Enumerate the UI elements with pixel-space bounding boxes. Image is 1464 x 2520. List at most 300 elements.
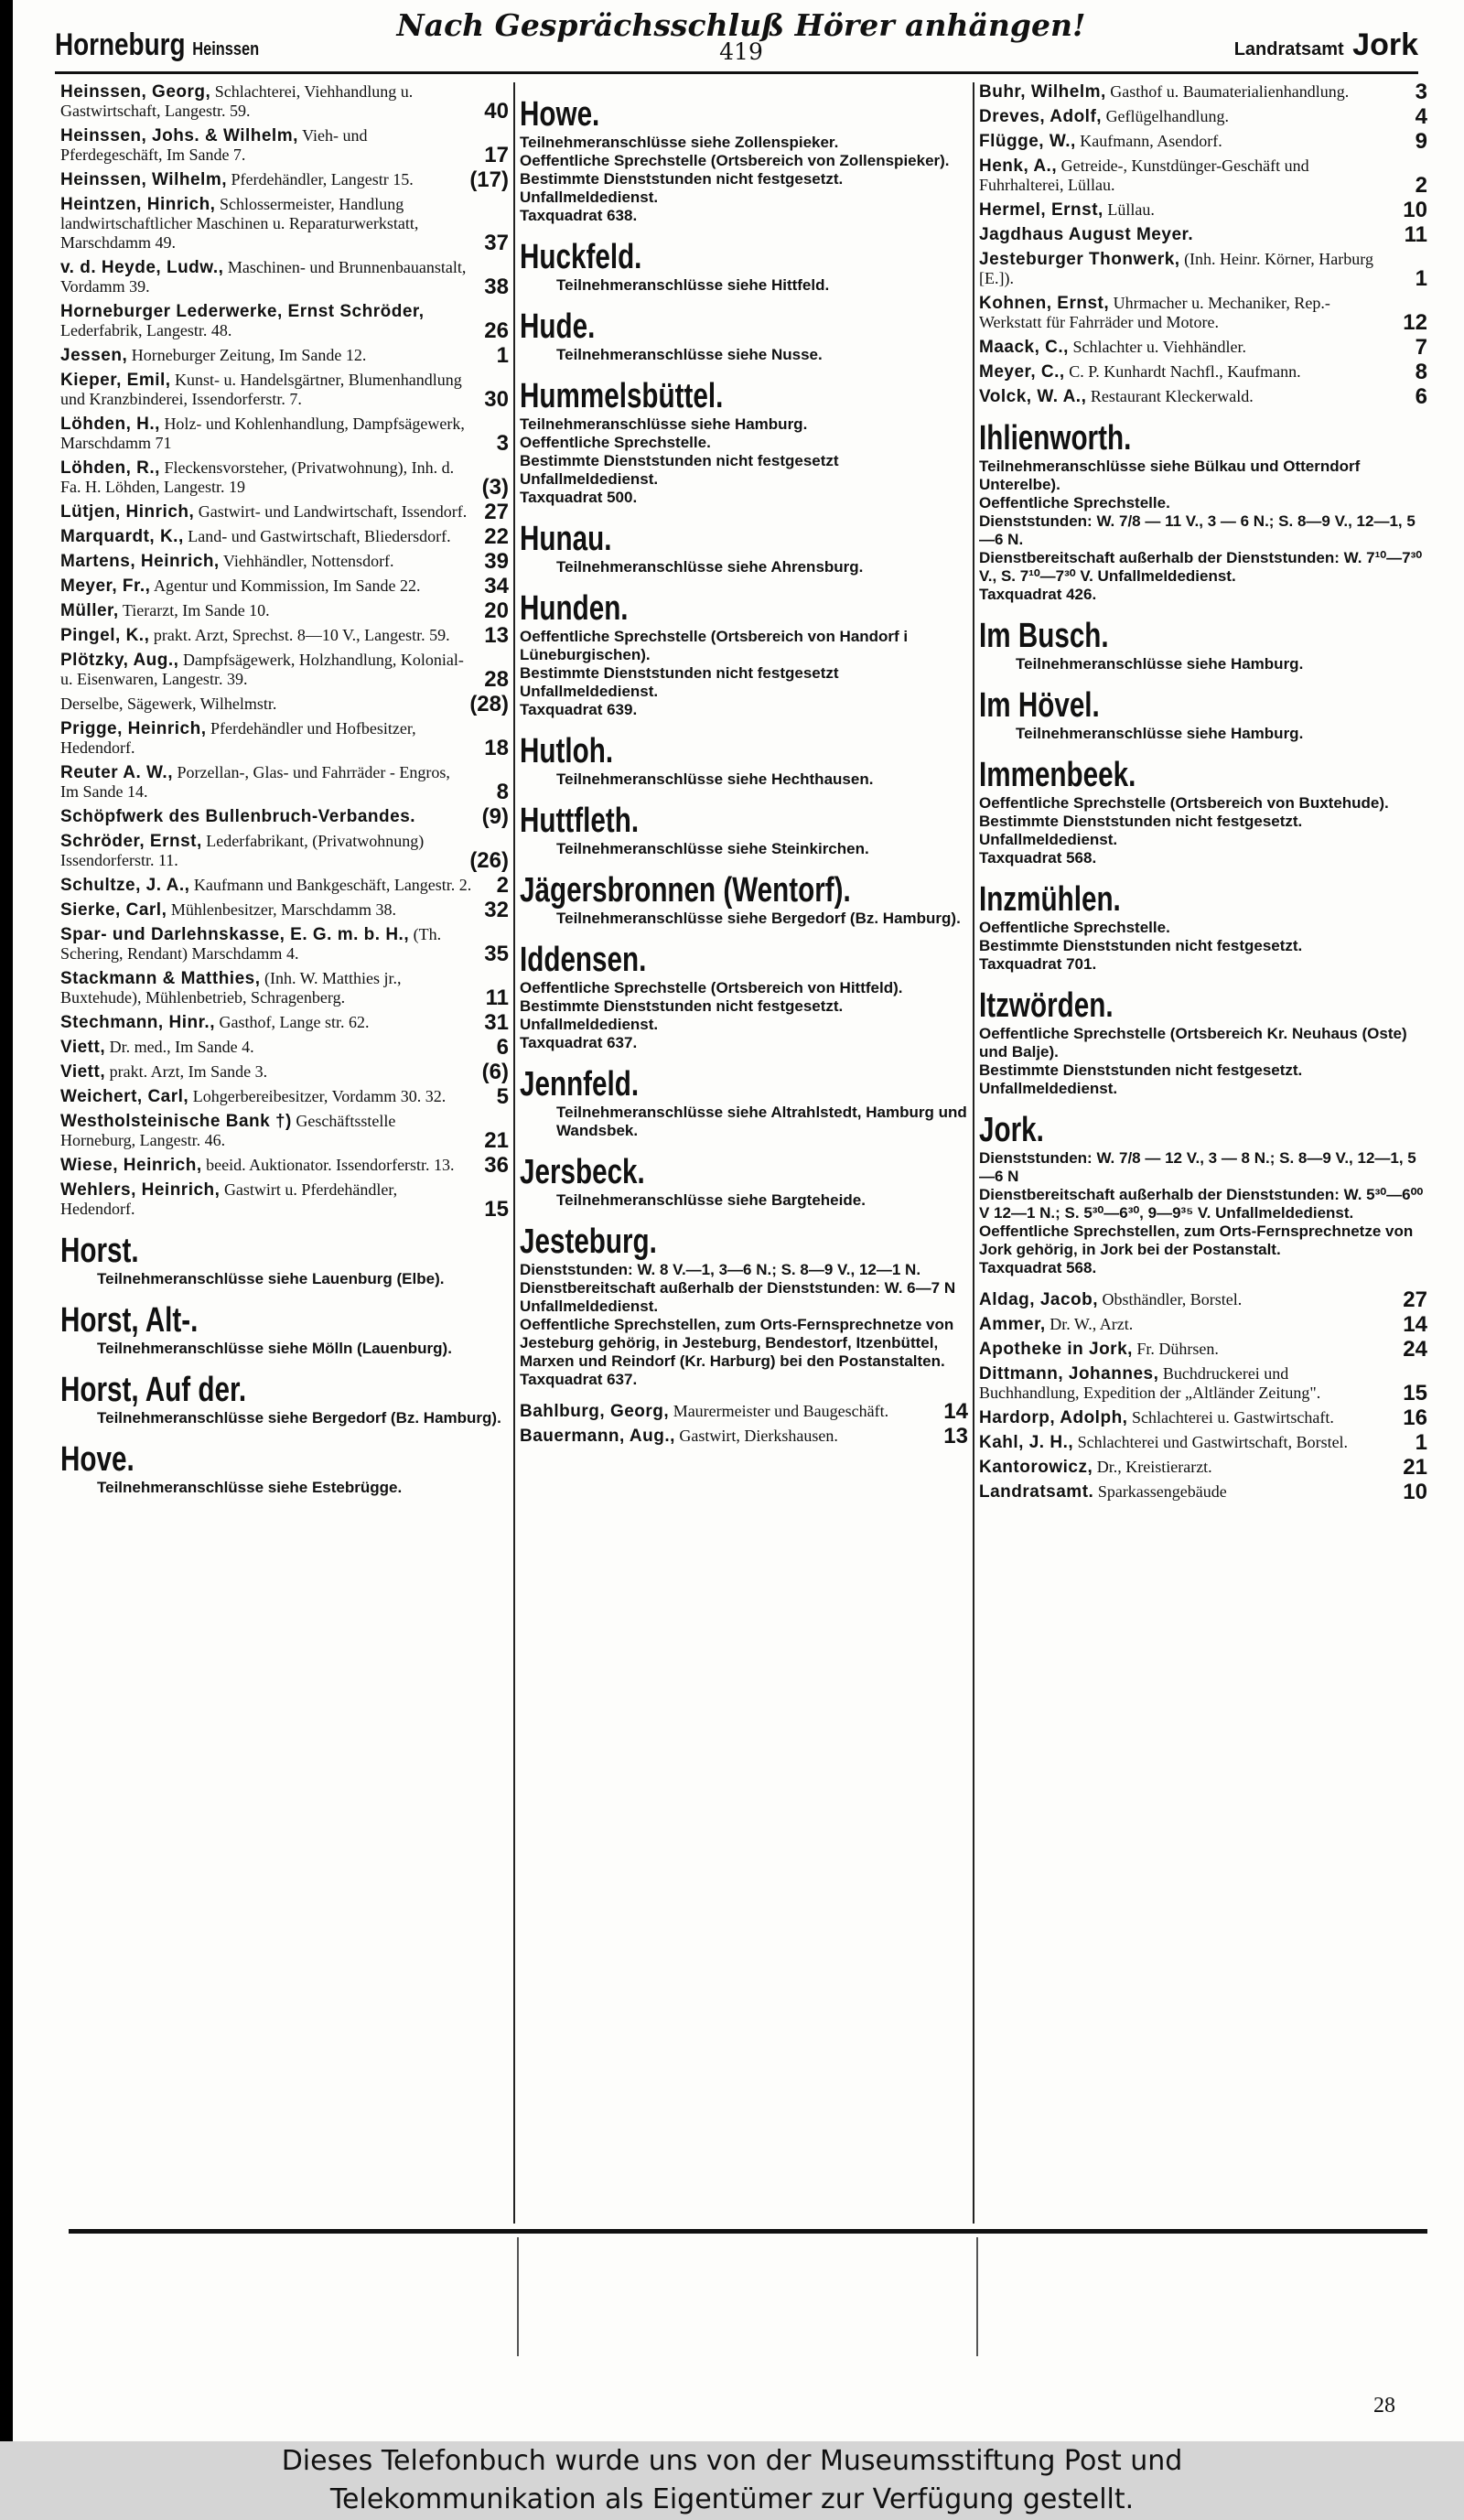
listing-phone-number: 13 [943,1424,968,1448]
listing-phone-number: 39 [484,549,509,574]
header-right [1234,27,1418,63]
listing-name: Plötzky, Aug., [60,651,179,670]
scan-border [0,0,13,2441]
place-section [60,1232,509,1288]
place-info-line: Oeffentliche Sprechstelle (Ortsbereich von Hittfeld). [520,979,903,996]
listing-name: Ammer, [979,1315,1046,1334]
listing-entry [60,82,509,124]
listing-entry [60,969,509,1010]
listing-description: Lederfabrikant, (Privatwohnung) Issendorferstr. 11. [60,832,425,869]
listing-phone-number: 6 [496,1035,509,1060]
listing-name: Löhden, H., [60,415,160,434]
listing-name: Schöpfwerk des Bullenbruch-Verbandes. [60,807,416,826]
listing-description: Dampfsägewerk, Holzhandlung, Kolonial- u. Eisenwaren, Langestr. 39. [60,651,464,688]
listing-name: Stechmann, Hinr., [60,1013,215,1032]
listing-entry [60,804,509,829]
listing-name: Horneburger Lederwerke, Ernst Schröder, [60,302,425,321]
listing-description: Restaurant Kleckerwald. [1090,387,1254,405]
place-reference: Teilnehmeranschlüsse siehe Altrahlstedt, Hamburg und Wandsbek. [556,1104,967,1139]
place-info-line: Unfallmeldedienst. [520,470,659,488]
listing-phone-number: 18 [484,736,509,760]
place-title: Itzwörden. [979,986,1114,1025]
listing-entry [60,371,509,412]
listing-description: Mühlenbesitzer, Marschdamm 38. [170,900,397,919]
listing-description: Getreide-, Kunstdünger-Geschäft und Fuhrhalterei, Lüllau. [979,156,1309,194]
place-info-line: Unfallmeldedienst. [520,1016,659,1033]
listing-entry [979,156,1427,198]
listing-description: Fr. Dührsen. [1136,1340,1219,1358]
listing-description: (Inh. W. Matthies jr., Buxtehude), Mühlenbetrieb, Schragenberg. [60,969,402,1007]
place-title: Hunau. [520,520,612,558]
listing-phone-number: 3 [1415,82,1427,104]
listing-phone-number: (3) [481,475,509,500]
listing-description: Schlossermeister, Handlung landwirtschaftlicher Maschinen u. Reparaturwerkstatt, Marschdamm 49. [60,195,419,252]
listing-name: Müller, [60,601,119,620]
listing-entry [979,222,1427,247]
column-divider [973,82,974,2224]
place-info-line: Dienstbereitschaft außerhalb der Dienststunden: W. 5³⁰—6⁰⁰ V 12—1 N.; S. 5³⁰—6³⁰, 9—9³⁵ V. Unfallmeldedienst. [979,1186,1424,1222]
listing-entry [979,129,1427,154]
place-reference: Teilnehmeranschlüsse siehe Lauenburg (Elbe). [97,1270,445,1287]
column-1 [60,82,509,2224]
listing-name: Dittmann, Johannes, [979,1364,1159,1384]
listing-entry [60,302,509,343]
listing-phone-number: 22 [484,524,509,549]
listing-description: Geflügelhandlung. [1105,107,1230,125]
header-right-main: Jork [1352,27,1418,62]
listing-phone-number: 35 [484,942,509,966]
listing-description: Fleckensvorsteher, (Privatwohnung), Inh. d. Fa. H. Löhden, Langestr. 19 [60,458,455,496]
listing-description: Pferdehändler, Langestr 15. [231,170,414,188]
listing-phone-number: 9 [1415,129,1427,154]
listing-description: Maurermeister und Baugeschäft. [673,1402,889,1420]
listing-phone-number: 26 [484,318,509,343]
place-section [520,732,968,789]
place-info-line: Bestimmte Dienststunden nicht festgesetzt. [979,813,1303,830]
place-info-line: Teilnehmeranschlüsse siehe Bülkau und Otterndorf Unterelbe). [979,458,1361,493]
place-info-line: Taxquadrat 568. [979,849,1097,867]
listing-entry [979,335,1427,360]
place-info-line: Taxquadrat 638. [520,207,638,224]
listing-phone-number: 21 [484,1128,509,1153]
listing-name: Löhden, R., [60,458,160,478]
listing-entry [60,195,509,253]
listing-phone-number: (9) [481,804,509,829]
listing-phone-number: 27 [1403,1287,1427,1312]
listing-entry [60,126,509,165]
place-info-line: Bestimmte Dienststunden nicht festgesetzt. [979,937,1303,954]
listing-name: Buhr, Wilhelm, [979,82,1106,102]
place-info-line: Unfallmeldedienst. [979,831,1118,848]
listing-entry [520,1424,968,1448]
listing-description: Maschinen- und Brunnenbauanstalt, Vordamm 39. [60,258,467,296]
listing-entry [979,384,1427,409]
listing-phone-number: 10 [1403,198,1427,222]
listing-entry [979,1337,1427,1362]
place-section [520,941,968,1052]
listing-description: Dr., Kreistierarzt. [1096,1458,1212,1476]
place-info-line: Dienstbereitschaft außerhalb der Dienststunden: W. 6—7 N Unfallmeldedienst. [520,1279,956,1315]
bottom-divider [976,2237,978,2356]
listing-entry [60,524,509,549]
listing-description: C. P. Kunhardt Nachfl., Kaufmann. [1069,362,1301,381]
listing-phone-number: 14 [1403,1312,1427,1337]
listing-description: Obsthändler, Borstel. [1102,1290,1243,1308]
listing-phone-number: 8 [496,780,509,804]
listing-description: Dr. W., Arzt. [1050,1315,1134,1333]
place-section [979,756,1427,867]
listing-name: Landratsamt. [979,1482,1094,1502]
listing-entry [979,200,1427,220]
place-reference: Teilnehmeranschlüsse siehe Bargteheide. [556,1191,866,1209]
listing-name: Hermel, Ernst, [979,200,1103,220]
listing-entry [60,832,509,873]
place-info-line: Oeffentliche Sprechstelle (Ortsbereich von Handorf i Lüneburgischen). [520,628,909,663]
bottom-divider [517,2237,519,2356]
listing-name: Jagdhaus August Meyer. [979,225,1194,244]
place-info-line: Oeffentliche Sprechstelle (Ortsbereich Kr. Neuhaus (Oste) und Balje). [979,1025,1407,1061]
place-section [60,1301,509,1358]
listing-entry [60,623,509,648]
place-title: Jesteburg. [520,1222,657,1261]
listing-name: Kohnen, Ernst, [979,294,1110,313]
listing-name: Kahl, J. H., [979,1433,1074,1452]
listing-description: Agentur und Kommission, Im Sande 22. [153,576,421,595]
listing-phone-number: 28 [484,667,509,692]
listing-name: Spar- und Darlehnskasse, E. G. m. b. H., [60,925,410,944]
listing-phone-number: 20 [484,598,509,623]
place-info-line: Oeffentliche Sprechstelle. [979,919,1170,936]
place-reference: Teilnehmeranschlüsse siehe Ahrensburg. [556,558,864,576]
listing-entry [979,362,1427,382]
listing-phone-number: (17) [469,167,509,192]
listing-phone-number: (26) [469,848,509,873]
place-reference: Teilnehmeranschlüsse siehe Mölln (Lauenburg). [97,1340,452,1357]
listing-name: Flügge, W., [979,132,1076,151]
place-section [520,1222,968,1389]
listing-description: Lohgerbereibesitzer, Vordamm 30. 32. [192,1087,447,1105]
place-info-line: Taxquadrat 500. [520,489,638,506]
listing-description: Lederfabrik, Langestr. 48. [60,321,232,339]
place-info-line: Bestimmte Dienststunden nicht festgesetzt [520,452,839,469]
place-info-line: Bestimmte Dienststunden nicht festgesetzt. [520,170,844,188]
place-title: Jägersbronnen (Wentorf). [520,871,851,910]
place-title: Horst, Alt-. [60,1301,199,1340]
listing-description: Kaufmann und Bankgeschäft, Langestr. 2. [193,876,472,894]
place-title: Inzmühlen. [979,880,1121,919]
place-reference: Teilnehmeranschlüsse siehe Hamburg. [1016,655,1304,673]
listing-entry [60,576,509,596]
listing-entry [979,1430,1427,1455]
listing-phone-number: 7 [1415,335,1427,360]
listing-description: prakt. Arzt, Sprechst. 8—10 V., Langestr. 59. [153,626,450,644]
place-section [520,589,968,719]
place-info-line: Bestimmte Dienststunden nicht festgesetzt. [979,1061,1303,1079]
place-title: Hutloh. [520,732,614,770]
listing-name: Heintzen, Hinrich, [60,195,216,214]
place-title: Iddensen. [520,941,647,979]
listing-name: Lütjen, Hinrich, [60,502,195,522]
listing-entry [979,250,1427,291]
place-info-line: Dienstbereitschaft außerhalb der Dienststunden: W. 7¹⁰—7³⁰ V., S. 7¹⁰—7³⁰ V. Unfallmeldedienst. [979,549,1423,585]
place-info-line: Oeffentliche Sprechstelle. [520,434,711,451]
listing-phone-number: 1 [496,343,509,368]
place-reference: Teilnehmeranschlüsse siehe Hamburg. [1016,725,1304,742]
place-info-line: Dienststunden: W. 7/8 — 12 V., 3 — 8 N.; S. 8—9 V., 12—1, 5—6 N [979,1149,1416,1185]
place-section [979,1111,1427,1277]
listing-name: Meyer, Fr., [60,576,151,596]
listing-entry [60,1062,509,1082]
listing-phone-number: 36 [484,1153,509,1178]
place-reference: Teilnehmeranschlüsse siehe Hittfeld. [556,276,830,294]
listing-description: Land- und Gastwirtschaft, Bliedersdorf. [188,527,451,545]
listing-name: Hardorp, Adolph, [979,1408,1128,1427]
header-left [55,27,259,63]
listing-description: Schlachterei, Viehhandlung u. Gastwirtschaft, Langestr. 59. [60,82,414,120]
place-info-line: Oeffentliche Sprechstelle (Ortsbereich von Zollenspieker). [520,152,950,169]
place-info-line: Oeffentliche Sprechstelle (Ortsbereich von Buxtehude). [979,794,1389,812]
listing-name: Bahlburg, Georg, [520,1402,670,1421]
listing-description: beeid. Auktionator. Issendorferstr. 13. [206,1156,455,1174]
listing-entry [979,1287,1427,1312]
listing-entry [979,104,1427,129]
listing-phone-number: 31 [484,1010,509,1035]
listing-description: Tierarzt, Im Sande 10. [122,601,270,619]
listing-phone-number: (28) [469,692,509,716]
listing-name: Weichert, Carl, [60,1087,189,1106]
listing-phone-number: 40 [484,99,509,124]
listing-phone-number: 6 [1415,384,1427,409]
listing-entry [60,1180,509,1222]
listing-entry [979,1455,1427,1480]
place-section [520,520,968,576]
listing-description: Gastwirt u. Pferdehändler, Hedendorf. [60,1180,398,1218]
place-info-line: Bestimmte Dienststunden nicht festgesetzt. [520,997,844,1015]
listing-name: Wiese, Heinrich, [60,1156,202,1175]
listing-phone-number: 34 [484,574,509,598]
listing-description: Schlachter u. Viehhändler. [1072,338,1246,356]
place-title: Horst. [60,1232,139,1270]
place-reference: Teilnehmeranschlüsse siehe Bergedorf (Bz. Hamburg). [97,1409,501,1427]
listing-name: v. d. Heyde, Ludw., [60,258,224,277]
listing-phone-number: 32 [484,898,509,922]
listing-name: Jesteburger Thonwerk, [979,250,1180,269]
header-left-sub: Heinssen [192,39,260,59]
place-section [520,95,968,225]
listing-entry [60,719,509,758]
listing-entry [60,258,509,299]
place-info-line: Taxquadrat 637. [520,1371,638,1388]
listing-entry [520,1399,968,1424]
listing-name: Heinssen, Georg, [60,82,211,102]
listing-entry [60,598,509,623]
listing-phone-number: 3 [496,431,509,456]
place-reference: Teilnehmeranschlüsse siehe Estebrügge. [97,1479,403,1496]
listing-description: Pferdehändler und Hofbesitzer, Hedendorf. [60,719,416,757]
place-info-line: Unfallmeldedienst. [520,188,659,206]
listing-phone-number: 15 [484,1197,509,1222]
listing-phone-number: 17 [484,143,509,167]
listing-phone-number: 5 [496,1084,509,1109]
listing-name: Kieper, Emil, [60,371,171,390]
place-section [520,377,968,507]
place-section [520,238,968,295]
place-info-line: Teilnehmeranschlüsse siehe Hamburg. [520,415,808,433]
place-info-line: Taxquadrat 637. [520,1034,638,1051]
listing-phone-number: 37 [484,231,509,255]
place-section [979,419,1427,604]
listing-description: Kaufmann, Asendorf. [1080,132,1222,150]
place-title: Jennfeld. [520,1065,640,1104]
listing-phone-number: 16 [1403,1405,1427,1430]
place-title: Jersbeck. [520,1153,645,1191]
place-title: Horst, Auf der. [60,1371,247,1409]
place-info-line: Dienststunden: W. 7/8 — 11 V., 3 — 6 N.; S. 8—9 V., 12—1, 5—6 N. [979,512,1416,548]
page-header [55,7,1418,71]
listing-entry [60,1010,509,1035]
listing-phone-number: 13 [484,623,509,648]
place-reference: Teilnehmeranschlüsse siehe Hechthausen. [556,770,874,788]
listing-entry [60,458,509,500]
place-info-line: Oeffentliche Sprechstellen, zum Orts-Fernsprechnetze von Jork gehörig, in Jork bei der Postanstalt. [979,1222,1414,1258]
listing-name: Westholsteinische Bank †) [60,1112,292,1131]
listing-description: Buchdruckerei und Buchhandlung, Expedition der „Altländer Zeitung". [979,1364,1321,1402]
place-section [520,802,968,858]
listing-phone-number: 2 [1415,173,1427,198]
listing-entry [60,415,509,456]
listing-phone-number: 30 [484,387,509,412]
listing-phone-number: 1 [1415,266,1427,291]
listing-entry [60,1153,509,1178]
place-section [520,1065,968,1140]
listing-name: Schultze, J. A., [60,876,190,895]
place-section [520,307,968,364]
place-title: Immenbeek. [979,756,1136,794]
listing-description: Holz- und Kohlenhandlung, Dampfsägewerk, Marschdamm 71 [60,415,465,452]
place-reference: Teilnehmeranschlüsse siehe Steinkirchen. [556,840,869,857]
listing-entry [979,1312,1427,1337]
listing-phone-number: 21 [1403,1455,1427,1480]
listing-description: Dr. med., Im Sande 4. [109,1038,254,1056]
place-info-line: Teilnehmeranschlüsse siehe Zollenspieker. [520,134,839,151]
listing-entry [60,1084,509,1109]
place-title: Im Hövel. [979,686,1100,725]
place-reference: Teilnehmeranschlüsse siehe Bergedorf (Bz. Hamburg). [556,910,961,927]
listing-name: Heinssen, Wilhelm, [60,170,227,189]
listing-description: (Th. Schering, Rendant) Marschdamm 4. [60,925,442,963]
place-section [60,1371,509,1427]
header-left-main: Horneburg [55,27,186,62]
listing-phone-number: 8 [1415,360,1427,384]
listing-description: prakt. Arzt, Im Sande 3. [109,1062,268,1081]
place-info-line: Unfallmeldedienst. [979,1080,1118,1097]
listing-phone-number: 11 [485,985,509,1010]
listing-name: Jessen, [60,346,128,365]
listing-entry [60,651,509,692]
place-title: Hude. [520,307,596,346]
listing-entry [979,1405,1427,1430]
place-info-line: Taxquadrat 426. [979,586,1097,603]
listing-entry [60,167,509,192]
place-reference: Teilnehmeranschlüsse siehe Nusse. [556,346,823,363]
listing-description: Derselbe, Sägewerk, Wilhelmstr. [60,695,277,713]
listing-description: Viehhändler, Nottensdorf. [222,552,394,570]
place-info-line: Taxquadrat 701. [979,955,1097,973]
place-info-line: Bestimmte Dienststunden nicht festgesetzt [520,664,839,682]
column-divider [513,82,515,2224]
listing-entry [60,343,509,368]
place-title: Hunden. [520,589,629,628]
listing-description: Porzellan-, Glas- und Fahrräder - Engros, Im Sande 14. [60,763,450,801]
listing-name: Apotheke in Jork, [979,1340,1133,1359]
listing-phone-number: 38 [484,275,509,299]
listing-description: Gastwirt- und Landwirtschaft, Issendorf. [198,502,468,521]
header-rule [55,71,1418,74]
listing-name: Volck, W. A., [979,387,1087,406]
place-info-line: Taxquadrat 639. [520,701,638,718]
listing-entry [60,873,509,898]
listing-entry [979,82,1427,102]
listing-name: Marquardt, K., [60,527,184,546]
listing-entry [60,763,509,802]
listing-description: Lüllau. [1107,200,1155,219]
listing-name: Pingel, K., [60,626,150,645]
place-title: Hummelsbüttel. [520,377,724,415]
listing-entry [60,502,509,522]
archive-notice-line-2: Telekommunikation als Eigentümer zur Verfügung gestellt. [329,2483,1135,2515]
listing-description: Kunst- u. Handelsgärtner, Blumenhandlung und Kranzbinderei, Issendorferstr. 7. [60,371,462,408]
listing-name: Sierke, Carl, [60,900,167,920]
listing-name: Kantorowicz, [979,1458,1093,1477]
listing-name: Viett, [60,1062,106,1082]
listing-phone-number: 12 [1403,310,1427,335]
place-section [979,617,1427,673]
listing-description: (Inh. Heinr. Körner, Harburg [E.]). [979,250,1373,287]
place-title: Huttfleth. [520,802,640,840]
place-title: Im Busch. [979,617,1109,655]
listing-name: Wehlers, Heinrich, [60,1180,221,1200]
listing-name: Henk, A., [979,156,1058,176]
listing-phone-number: 24 [1403,1337,1427,1362]
listing-name: Heinssen, Johs. & Wilhelm, [60,126,298,145]
place-info-line: Dienststunden: W. 8 V.—1, 3—6 N.; S. 8—9 V., 12—1 N. [520,1261,921,1278]
listing-phone-number: 27 [484,500,509,524]
place-info-line: Oeffentliche Sprechstelle. [979,494,1170,512]
listing-entry [979,1482,1427,1502]
listing-name: Prigge, Heinrich, [60,719,207,738]
header-right-sub: Landratsamt [1233,39,1344,59]
listing-description: Geschäftsstelle Horneburg, Langestr. 46. [60,1112,396,1149]
listing-description: Gastwirt, Dierkshausen. [679,1427,838,1445]
bottom-rule [69,2229,1427,2234]
place-title: Jork. [979,1111,1044,1149]
place-title: Howe. [520,95,600,134]
place-title: Hove. [60,1440,135,1479]
listing-description: Horneburger Zeitung, Im Sande 12. [131,346,367,364]
archive-notice-line-1: Dieses Telefonbuch wurde uns von der Museumsstiftung Post und [281,2445,1183,2477]
footer-page-number: 28 [1373,2394,1395,2418]
place-section [979,880,1427,974]
listing-name: Stackmann & Matthies, [60,969,261,988]
listing-entry [60,1112,509,1153]
place-info-line: Taxquadrat 568. [979,1259,1097,1276]
listing-description: Schlachterei u. Gastwirtschaft. [1131,1408,1334,1427]
listing-name: Maack, C., [979,338,1069,357]
archive-notice [0,2441,1464,2520]
listing-phone-number: 10 [1403,1480,1427,1504]
listing-description: Schlachterei und Gastwirtschaft, Borstel. [1077,1433,1349,1451]
listing-phone-number: 11 [1404,222,1427,247]
